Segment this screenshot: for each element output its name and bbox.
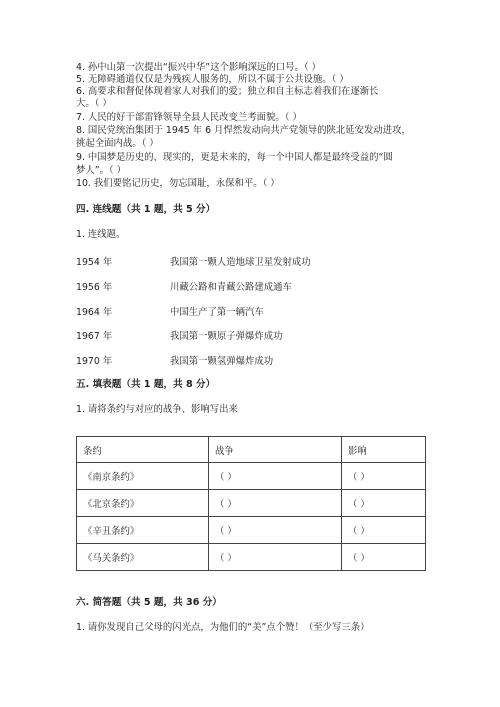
- judgement-item-5: 5. 无障碍通道仅仅是为残疾人服务的，所以不属于公共设施。（ ）: [76, 74, 349, 85]
- section5-heading: 五. 填表题（共 1 题，共 8 分）: [76, 379, 216, 390]
- table-header-row: [77, 437, 426, 463]
- war-blank[interactable]: （ ）: [209, 490, 342, 517]
- section5-question: 1. 请将条约与对应的战争、影响写出来: [76, 404, 238, 415]
- matching-event: 我国第一颗人造地球卫星发射成功: [170, 257, 311, 268]
- judgement-item-4: 4. 孙中山第一次提出“振兴中华”这个影响深远的口号。（ ）: [76, 62, 321, 73]
- impact-blank[interactable]: （ ）: [342, 517, 426, 544]
- section6-question: 1. 请你发现自己父母的闪光点，为他们的“美”点个赞！（至少写三条）: [76, 622, 370, 633]
- impact-blank[interactable]: （ ）: [342, 463, 426, 490]
- matching-year: 1967 年: [76, 331, 113, 342]
- table-row: [77, 517, 426, 544]
- table-row: [77, 490, 426, 517]
- treaty-name: 《南京条约》: [77, 463, 209, 490]
- matching-event: 我国第一颗氢弹爆炸成功: [170, 356, 274, 367]
- treaty-table: [76, 436, 426, 571]
- table-header: 条约: [77, 437, 209, 463]
- judgement-item-6-line2: 大。（ ）: [76, 98, 112, 109]
- matching-year: 1964 年: [76, 307, 113, 318]
- matching-event: 川藏公路和青藏公路建成通车: [170, 282, 292, 293]
- treaty-name: 《辛丑条约》: [77, 517, 209, 544]
- matching-event: 中国生产了第一辆汽车: [170, 307, 264, 318]
- impact-blank[interactable]: （ ）: [342, 544, 426, 571]
- war-blank[interactable]: （ ）: [209, 463, 342, 490]
- matching-event: 我国第一颗原子弹爆炸成功: [170, 331, 283, 342]
- table-row: [77, 544, 426, 571]
- section4-heading: 四. 连线题（共 1 题，共 5 分）: [76, 204, 216, 215]
- matching-year: 1970 年: [76, 356, 113, 367]
- judgement-item-7: 7. 人民的好干部雷锋领导全县人民改变兰考面貌。（ ）: [76, 112, 302, 123]
- judgement-item-10: 10. 我们要铭记历史，勿忘国耻，永保和平。（ ）: [76, 178, 280, 189]
- section4-question: 1. 连线题。: [76, 229, 126, 240]
- judgement-item-8-line2: 挑起全面内战。（ ）: [76, 138, 159, 149]
- table-header: 影响: [342, 437, 426, 463]
- war-blank[interactable]: （ ）: [209, 517, 342, 544]
- war-blank[interactable]: （ ）: [209, 544, 342, 571]
- table-row: [77, 463, 426, 490]
- treaty-name: 《马关条约》: [77, 544, 209, 571]
- judgement-item-9-line2: 梦人”。（ ）: [76, 165, 127, 176]
- matching-year: 1954 年: [76, 257, 113, 268]
- impact-blank[interactable]: （ ）: [342, 490, 426, 517]
- judgement-item-9-line1: 9. 中国梦是历史的、现实的，更是未来的，每一个中国人都是最终受益的“圆: [76, 152, 393, 163]
- treaty-name: 《北京条约》: [77, 490, 209, 517]
- judgement-item-8-line1: 8. 国民党统治集团于 1945 年 6 月悍然发动向共产党领导的陕北延安发动进攻，: [76, 125, 411, 136]
- section6-heading: 六. 简答题（共 5 题，共 36 分）: [76, 597, 222, 608]
- matching-year: 1956 年: [76, 282, 113, 293]
- judgement-item-6-line1: 6. 高要求和督促体现着家人对我们的爱；独立和自主标志着我们在逐渐长: [76, 86, 379, 97]
- table-header: 战争: [209, 437, 342, 463]
